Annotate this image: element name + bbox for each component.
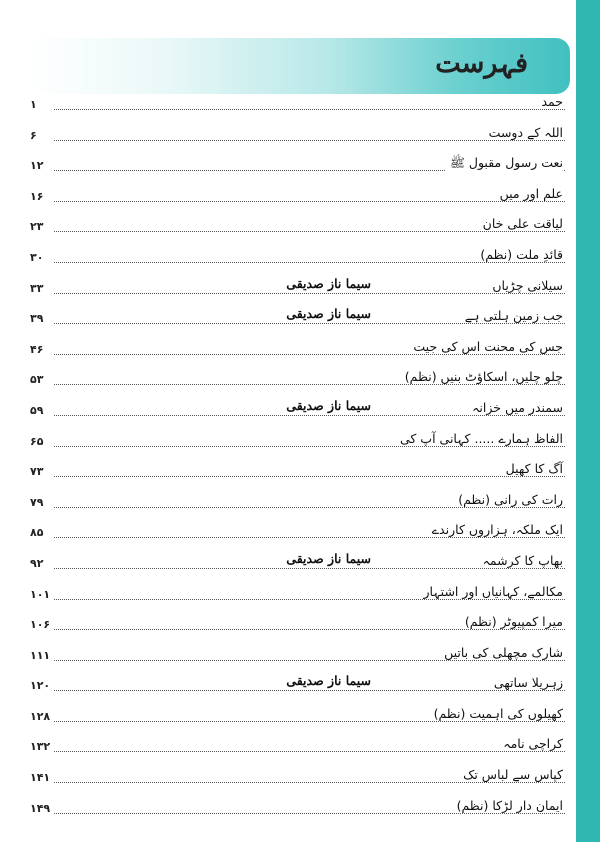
dot-leader bbox=[54, 751, 565, 752]
toc-row bbox=[30, 155, 565, 190]
chapter-author: سیما ناز صدیقی bbox=[282, 306, 375, 321]
page-number: ۱۳۲ bbox=[30, 740, 55, 753]
page-number: ۵۹ bbox=[30, 404, 55, 417]
table-of-contents bbox=[30, 94, 565, 832]
dot-leader bbox=[54, 384, 565, 385]
toc-row bbox=[30, 430, 565, 466]
chapter-title: چلو چلیں، اسکاؤٹ بنیں (نظم) bbox=[401, 369, 563, 384]
chapter-title: اللہ کے دوست bbox=[485, 125, 563, 140]
chapter-title: کراچی نامہ bbox=[499, 736, 563, 751]
page-number: ۱۰۶ bbox=[30, 618, 55, 631]
dot-leader bbox=[54, 109, 565, 110]
page-number: ۱۴۹ bbox=[30, 802, 55, 815]
chapter-title: سیلانی چڑیاں bbox=[488, 278, 563, 293]
dot-leader bbox=[54, 476, 565, 477]
dot-leader bbox=[54, 537, 565, 538]
page-number: ۴۶ bbox=[30, 343, 55, 356]
chapter-author: سیما ناز صدیقی bbox=[282, 551, 375, 566]
page-number: ۸۵ bbox=[30, 526, 55, 539]
page-number: ۱۱۱ bbox=[30, 649, 55, 662]
page-number: ۱۰۱ bbox=[30, 588, 55, 601]
toc-row bbox=[30, 797, 565, 833]
chapter-title: ایمان دار لڑکا (نظم) bbox=[453, 798, 563, 813]
chapter-title: الفاظ ہمارے ..... کہانی آپ کی bbox=[396, 431, 563, 446]
chapter-title: سمندر میں خزانہ bbox=[468, 400, 563, 415]
chapter-author: سیما ناز صدیقی bbox=[282, 398, 375, 413]
dot-leader bbox=[54, 568, 565, 569]
dot-leader bbox=[54, 415, 565, 416]
chapter-title: حمد bbox=[537, 94, 563, 109]
page-number: ۳۰ bbox=[30, 251, 55, 264]
dot-leader bbox=[54, 690, 565, 691]
dot-leader bbox=[54, 293, 565, 294]
chapter-title: لیاقت علی خان bbox=[479, 216, 563, 231]
page-number: ۷۹ bbox=[30, 496, 55, 509]
chapter-title: ایک ملکہ، ہزاروں کارندے bbox=[428, 522, 563, 537]
page-number: ۱۲ bbox=[30, 159, 55, 172]
dot-leader bbox=[54, 721, 565, 722]
page-number: ۷۳ bbox=[30, 465, 55, 478]
side-color-strip bbox=[576, 0, 600, 842]
page-number: ۳۹ bbox=[30, 312, 55, 325]
dot-leader bbox=[54, 201, 565, 202]
chapter-title: کپاس سے لباس تک bbox=[459, 767, 563, 782]
chapter-title: مکالمے، کہانیاں اور اشتہار bbox=[420, 584, 563, 599]
page-number: ۵۳ bbox=[30, 373, 55, 386]
dot-leader bbox=[54, 231, 565, 232]
chapter-author: سیما ناز صدیقی bbox=[282, 276, 375, 291]
chapter-title: زہریلا ساتھی bbox=[490, 675, 563, 690]
page-number: ۶۵ bbox=[30, 435, 55, 448]
chapter-title: رات کی رانی (نظم) bbox=[454, 492, 563, 507]
chapter-title: علم اور میں bbox=[496, 186, 563, 201]
page-number: ۹۲ bbox=[30, 557, 55, 570]
chapter-title: جس کی محنت اس کی جیت bbox=[409, 339, 563, 354]
toc-row bbox=[30, 705, 565, 741]
page-number: ۱ bbox=[30, 98, 55, 111]
chapter-title: نعت رسول مقبول ﷺ bbox=[446, 155, 563, 174]
chapter-title: میرا کمپیوٹر (نظم) bbox=[461, 614, 563, 629]
chapter-title: کھیلوں کی اہمیت (نظم) bbox=[430, 706, 563, 721]
page-number: ۶ bbox=[30, 129, 55, 142]
chapter-title: جب زمین ہلتی ہے bbox=[461, 308, 563, 323]
page-number: ۳۳ bbox=[30, 282, 55, 295]
dot-leader bbox=[54, 323, 565, 324]
dot-leader bbox=[54, 262, 565, 263]
page-number: ۱۴۱ bbox=[30, 771, 55, 784]
page-number: ۱۶ bbox=[30, 190, 55, 203]
page-number: ۱۲۰ bbox=[30, 679, 55, 692]
page-number: ۱۲۸ bbox=[30, 710, 55, 723]
chapter-author: سیما ناز صدیقی bbox=[282, 673, 375, 688]
chapter-title: شارک مچھلی کی باتیں bbox=[440, 645, 563, 660]
page-number: ۲۳ bbox=[30, 220, 55, 233]
page-title: فہرست bbox=[435, 48, 528, 79]
chapter-title: قائدِ ملت (نظم) bbox=[476, 247, 563, 262]
dot-leader bbox=[54, 629, 565, 630]
chapter-title: آگ کا کھیل bbox=[502, 461, 563, 476]
chapter-title: بھاپ کا کرشمہ bbox=[479, 553, 563, 568]
dot-leader bbox=[54, 782, 565, 783]
